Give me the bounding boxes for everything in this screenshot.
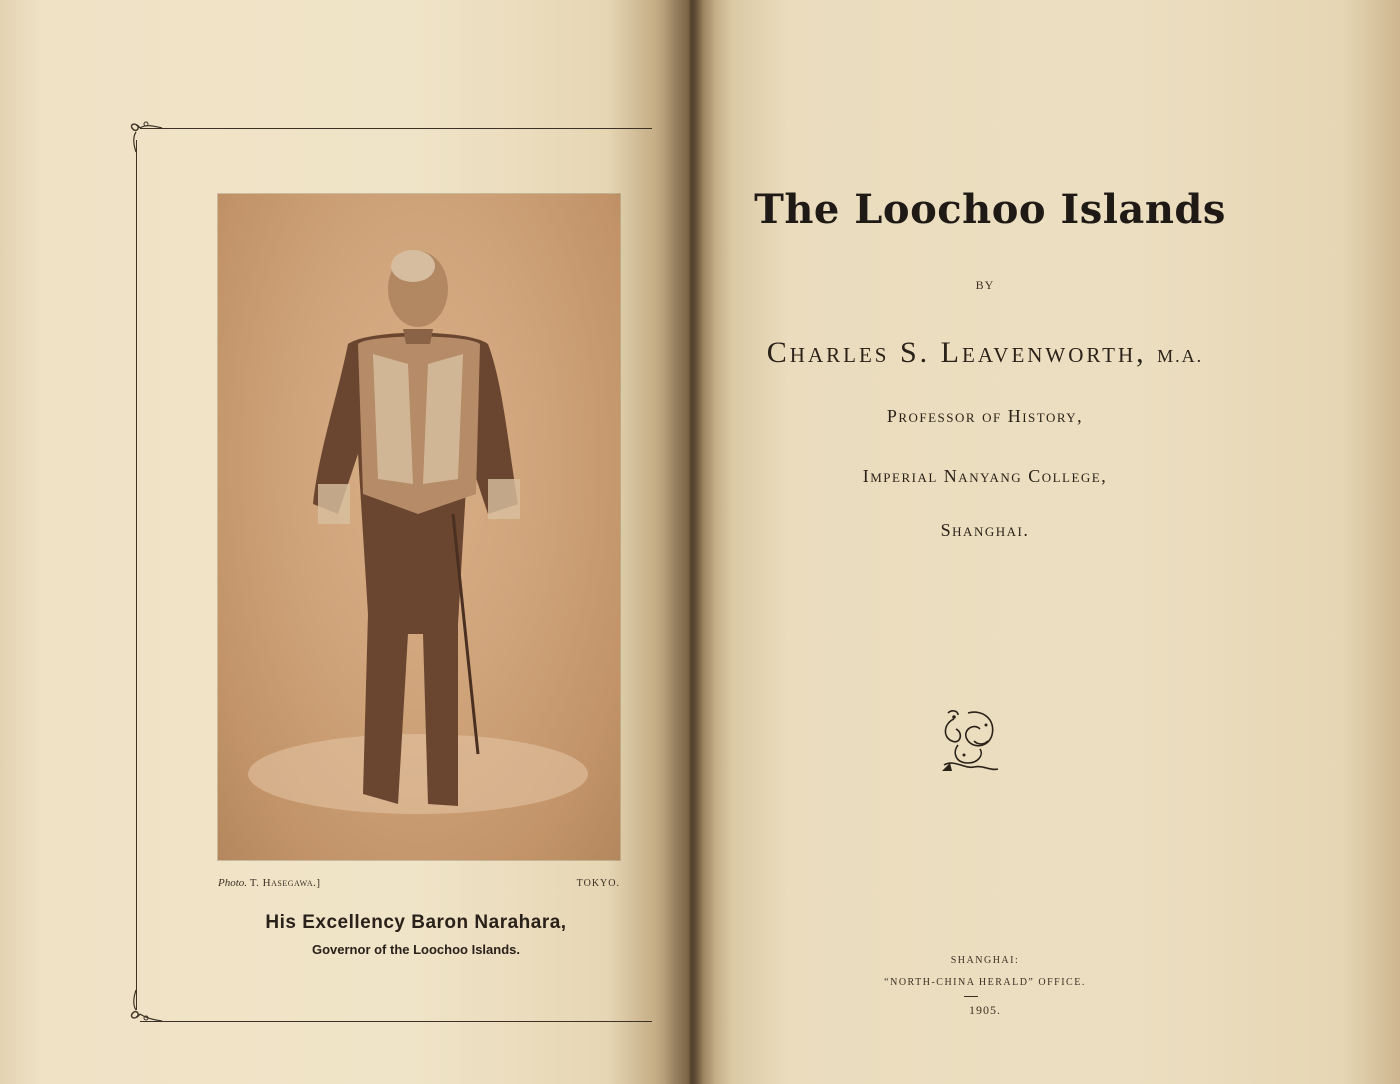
frame-top-rule [140,128,652,129]
author-degree: M.A. [1157,346,1204,366]
frame-bottom-rule [140,1021,652,1022]
imprint-office: “NORTH-CHINA HERALD” OFFICE. [884,977,1086,988]
left-page [0,0,690,1084]
credit-photographer: T. Hasegawa.] [249,877,321,889]
caption-subtitle: Governor of the Loochoo Islands. [311,942,520,957]
corner-flourish-icon [124,114,164,154]
author-line [690,336,1280,370]
caption-title: His Excellency Baron Narahara, [265,912,567,933]
frame-left-rule [136,140,137,1010]
author-name: Charles S. Leavenworth, [766,336,1147,369]
book-title: The Loochoo Islands [754,186,1226,233]
credit-prefix: Photo. [218,877,248,889]
credit-location: TOKYO. [576,878,620,889]
photo-credit [218,877,321,889]
corner-flourish-icon [124,988,164,1028]
right-page [690,0,1400,1084]
author-city: Shanghai. [940,520,1030,540]
portrait-figure-icon [218,194,620,860]
imprint-city: SHANGHAI: [950,955,1020,966]
imprint-year: 1905. [969,1003,1001,1017]
by-line: BY [975,278,995,292]
author-institution: Imperial Nanyang College, [862,466,1108,486]
imprint-rule [964,996,978,997]
floral-ornament-icon [934,705,1004,777]
portrait-photo [218,194,620,860]
author-position: Professor of History, [886,406,1084,426]
